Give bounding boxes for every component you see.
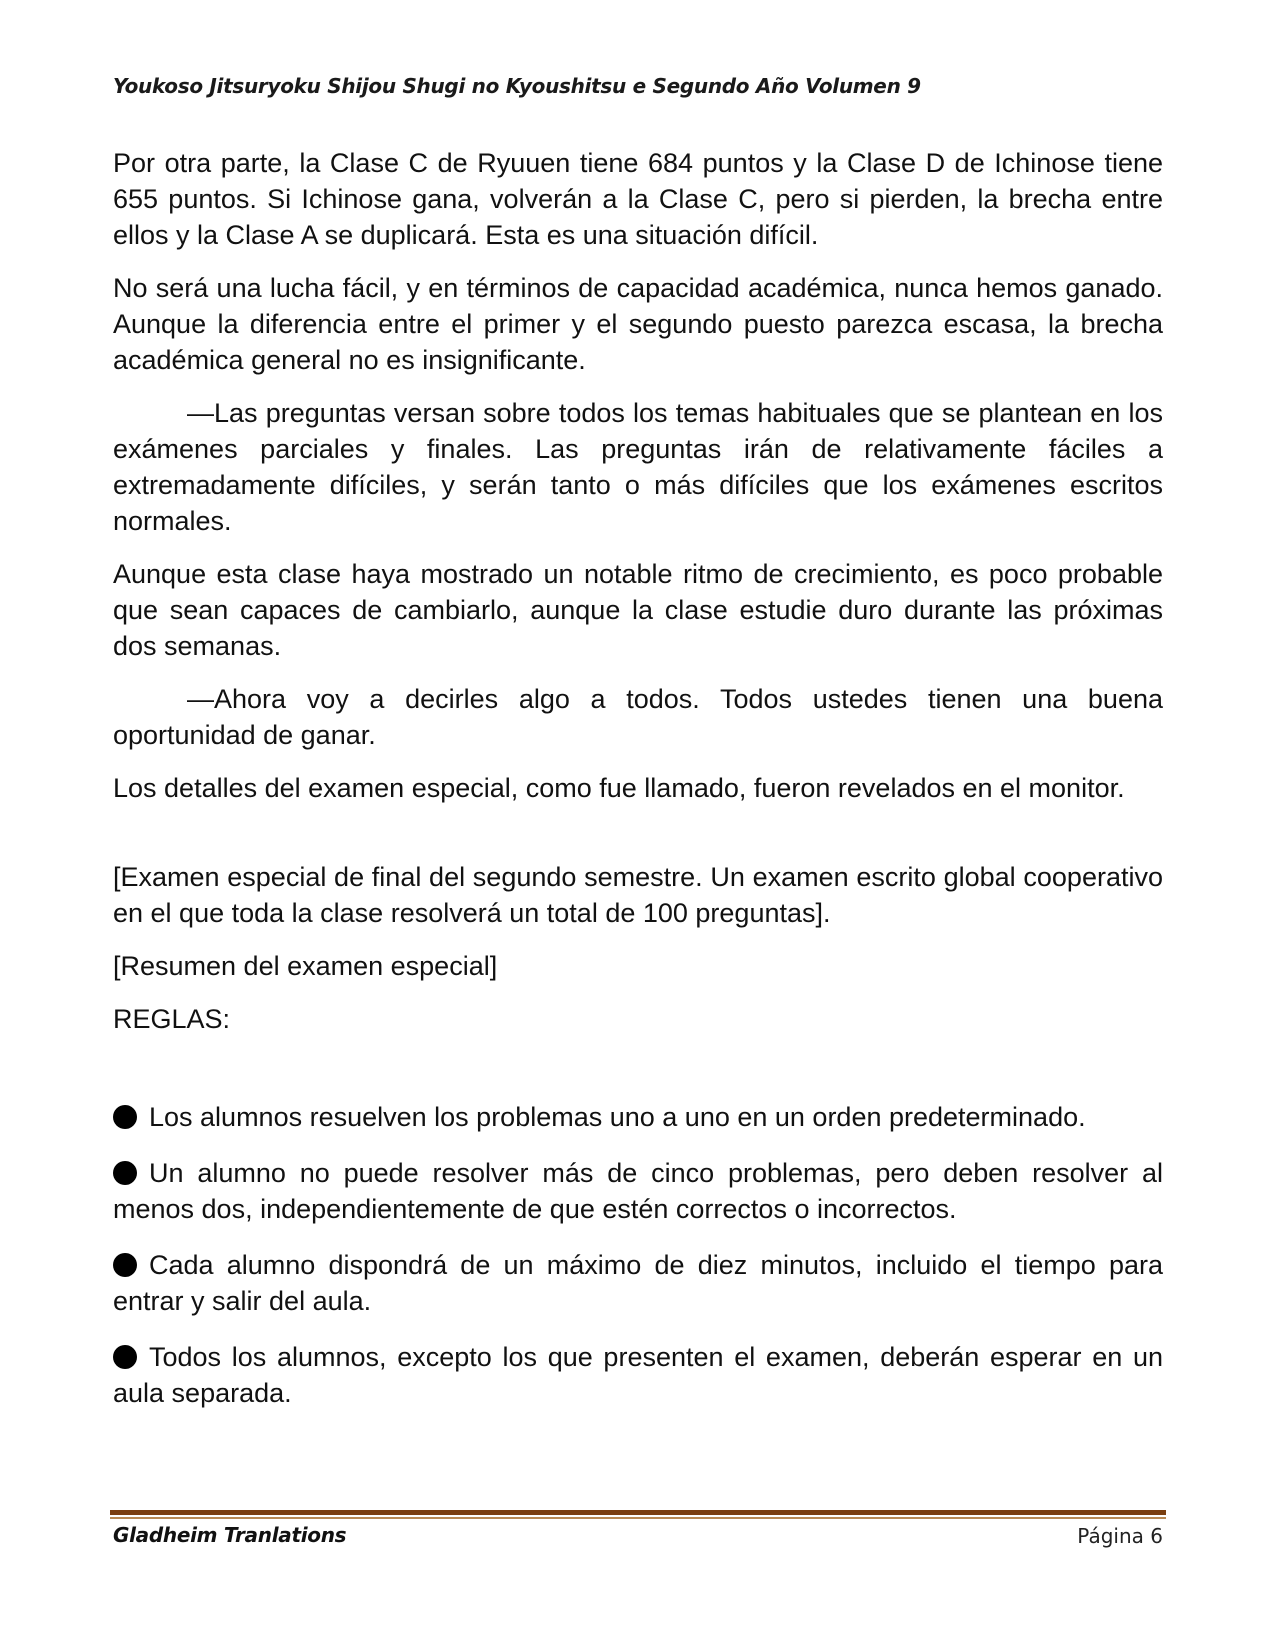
paragraph: Los detalles del examen especial, como fue llamado, fueron revelados en el monitor.: [113, 773, 1125, 803]
footer-divider-thin: [110, 1517, 1166, 1519]
paragraph: Por otra parte, la Clase C de Ryuuen tiene 684 puntos y la Clase D de Ichinose tiene 655 puntos. Si Ichinose gana, volverán a la Clase C, pero si pierden, la brecha entre ellos y la Clase A se duplicará. Esta es una situación difícil.: [113, 148, 1163, 250]
bullet-icon: [113, 1161, 137, 1185]
dialogue-paragraph: —Ahora voy a decirles algo a todos. Todos ustedes tienen una buena oportunidad de ganar.: [113, 684, 1163, 750]
rule-item: [113, 1155, 1163, 1227]
running-header: Youkoso Jitsuryoku Shijou Shugi no Kyoushitsu e Segundo Año Volumen 9: [113, 74, 921, 98]
paragraph: Aunque esta clase haya mostrado un notable ritmo de crecimiento, es poco probable que sean capaces de cambiarlo, aunque la clase estudie duro durante las próximas dos semanas.: [113, 559, 1163, 661]
page-number-value: 6: [1150, 1524, 1163, 1548]
exam-summary-heading: [Resumen del examen especial]: [113, 951, 498, 981]
dialogue-paragraph: —Las preguntas versan sobre todos los temas habituales que se plantean en los exámenes parciales y finales. Las preguntas irán de relativamente fáciles a extremadamente difíciles, y serán tanto o más difíciles que los exámenes escritos normales.: [113, 398, 1163, 536]
rule-text: Todos los alumnos, excepto los que presenten el examen, deberán esperar en un aula separada.: [113, 1342, 1163, 1408]
rule-item: [113, 1247, 1163, 1319]
bullet-icon: [113, 1345, 137, 1369]
footer-divider: [110, 1510, 1166, 1515]
rule-item: [113, 1339, 1163, 1411]
rule-text: Un alumno no puede resolver más de cinco problemas, pero deben resolver al menos dos, independientemente de que estén correctos o incorrectos.: [113, 1158, 1163, 1224]
page-number: [1077, 1524, 1163, 1548]
rules-heading: REGLAS:: [113, 1004, 231, 1034]
bullet-icon: [113, 1105, 137, 1129]
bullet-icon: [113, 1253, 137, 1277]
paragraph: No será una lucha fácil, y en términos de capacidad académica, nunca hemos ganado. Aunque la diferencia entre el primer y el segundo puesto parezca escasa, la brecha académica general no es insignificante.: [113, 273, 1163, 375]
rule-text: Los alumnos resuelven los problemas uno a uno en un orden predeterminado.: [149, 1102, 1086, 1132]
rule-text: Cada alumno dispondrá de un máximo de diez minutos, incluido el tiempo para entrar y salir del aula.: [113, 1250, 1163, 1316]
footer-credit: Gladheim Tranlations: [113, 1523, 347, 1547]
rule-item: [113, 1099, 1163, 1135]
page-label: Página: [1077, 1524, 1144, 1548]
exam-title: [Examen especial de final del segundo semestre. Un examen escrito global cooperativo en el que toda la clase resolverá un total de 100 preguntas].: [113, 862, 1163, 928]
body-text: [113, 145, 1163, 1431]
